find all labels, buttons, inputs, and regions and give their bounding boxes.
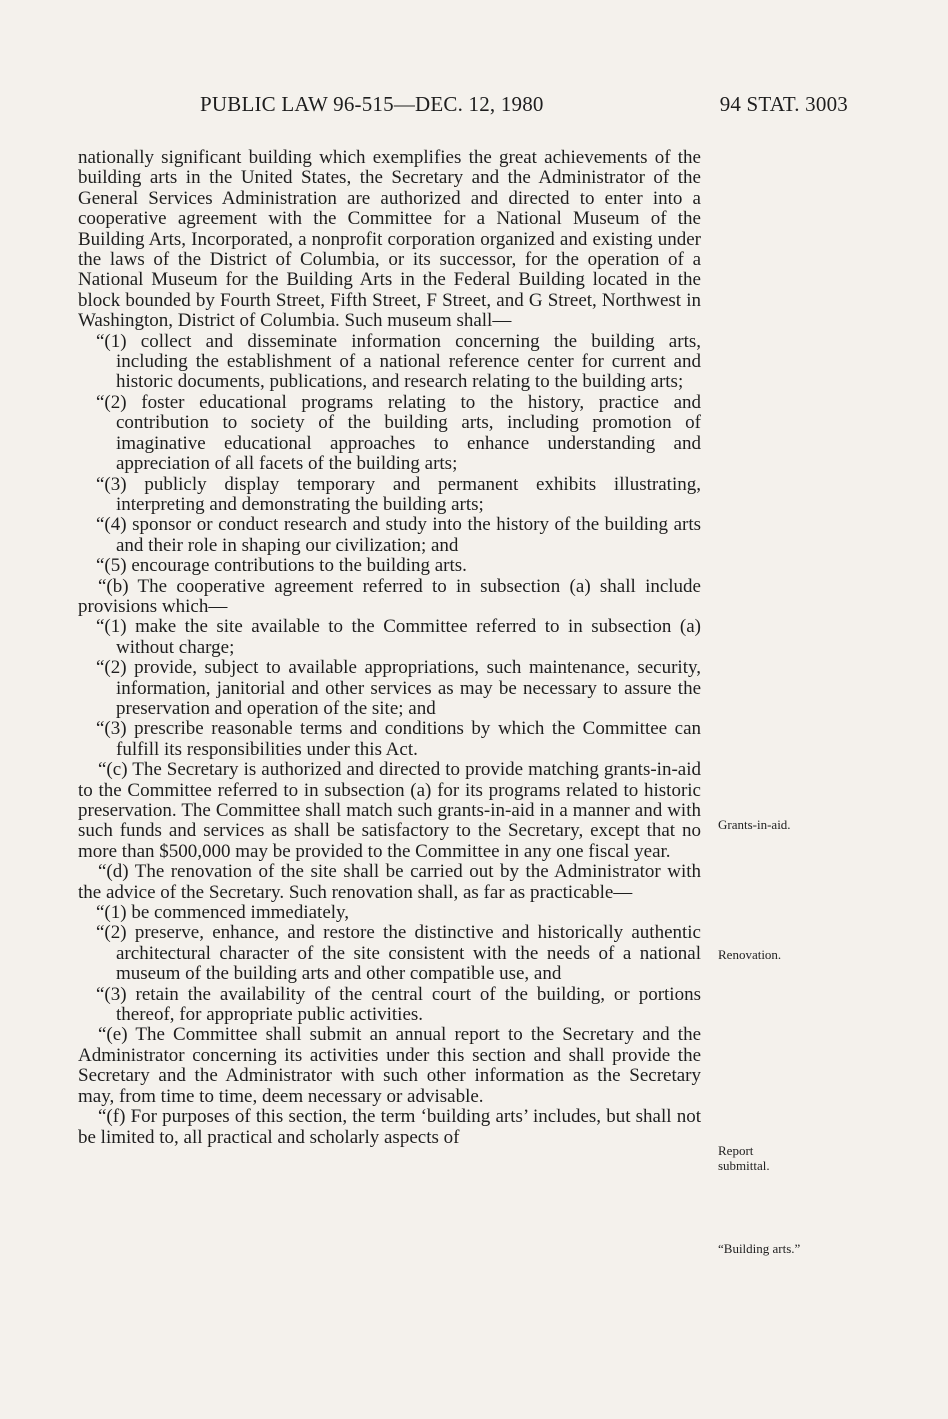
law-title: PUBLIC LAW 96-515—DEC. 12, 1980 [200,92,544,116]
statute-body [78,148,701,1148]
margin-note-grants: Grants-in-aid. [718,817,791,832]
paragraph-c: “(c) The Secretary is authorized and directed to provide matching grants-in-aid to the Committee referred to in subsection (a) for its programs related to historic preservation. The Committee shall match such grants-in-aid in a manner and with such funds and services as shall be satisfactory to the Secretary, except that no more than $500,000 may be provided to the Committee in any one fiscal year. [78,759,701,862]
margin-note-building-arts: “Building arts.” [718,1241,801,1256]
list-item-d1: “(1) be commenced immediately, [96,902,350,924]
list-item-b1: “(1) make the site available to the Committee referred to in subsection (a) without charge; [96,616,701,658]
list-item-b3: “(3) prescribe reasonable terms and conditions by which the Committee can fulfill its responsibilities under this Act. [96,718,701,760]
list-item-a5: “(5) encourage contributions to the building arts. [96,555,467,577]
list-item-d2: “(2) preserve, enhance, and restore the distinctive and historically authentic architectural character of the site consistent with the needs of a national museum of the building arts and other compatible use, and [96,922,701,985]
paragraph-b: “(b) The cooperative agreement referred to in subsection (a) shall include provisions which— [78,575,701,617]
list-item-a4: “(4) sponsor or conduct research and study into the history of the building arts and their role in shaping our civilization; and [96,514,701,556]
paragraph-e: “(e) The Committee shall submit an annual report to the Secretary and the Administrator concerning its activities under this section and shall provide the Secretary and the Administrator with such other information as the Secretary may, from time to time, deem necessary or advisable. [78,1024,701,1107]
margin-note-report: Report submittal. [718,1143,770,1173]
list-item-b2: “(2) provide, subject to available appropriations, such maintenance, security, information, janitorial and other services as may be necessary to assure the preservation and operation of the site; and [96,657,701,719]
margin-note-renovation: Renovation. [718,947,782,962]
list-item-a3: “(3) publicly display temporary and permanent exhibits illustrating, interpreting and demonstrating the building arts; [96,473,701,515]
stat-page-number: 94 STAT. 3003 [719,92,848,116]
list-item-d3: “(3) retain the availability of the central court of the building, or portions thereof, for appropriate public activities. [96,983,701,1026]
paragraph-intro: nationally significant building which exemplifies the great achievements of the building arts in the United States, the Secretary and the Administrator of the General Services Administration are authorized and directed to enter into a cooperative agreement with the Committee for a National Museum of the Building Arts, Incorporated, a nonprofit corporation organized and existing under the laws of the District of Columbia, or its successor, for the operation of a National Museum for the Building Arts in the Federal Building located in the block bounded by Fourth Street, Fifth Street, F Street, and G Street, Northwest in Washington, District of Columbia. Such museum shall— [78,147,701,332]
paragraph-f: “(f) For purposes of this section, the term ‘building arts’ includes, but shall not be limited to, all practical and scholarly aspects of [78,1106,701,1148]
list-item-a2: “(2) foster educational programs relating to the history, practice and contribution to society of the building arts, including promotion of imaginative educational approaches to enhance understanding and appreciation of all facets of the building arts; [96,391,701,475]
list-item-a1: “(1) collect and disseminate information concerning the building arts, including the establishment of a national reference center for current and historic documents, publications, and research relating to the building arts; [96,330,701,393]
paragraph-d: “(d) The renovation of the site shall be carried out by the Administrator with the advice of the Secretary. Such renovation shall, as far as practicable— [78,861,701,903]
